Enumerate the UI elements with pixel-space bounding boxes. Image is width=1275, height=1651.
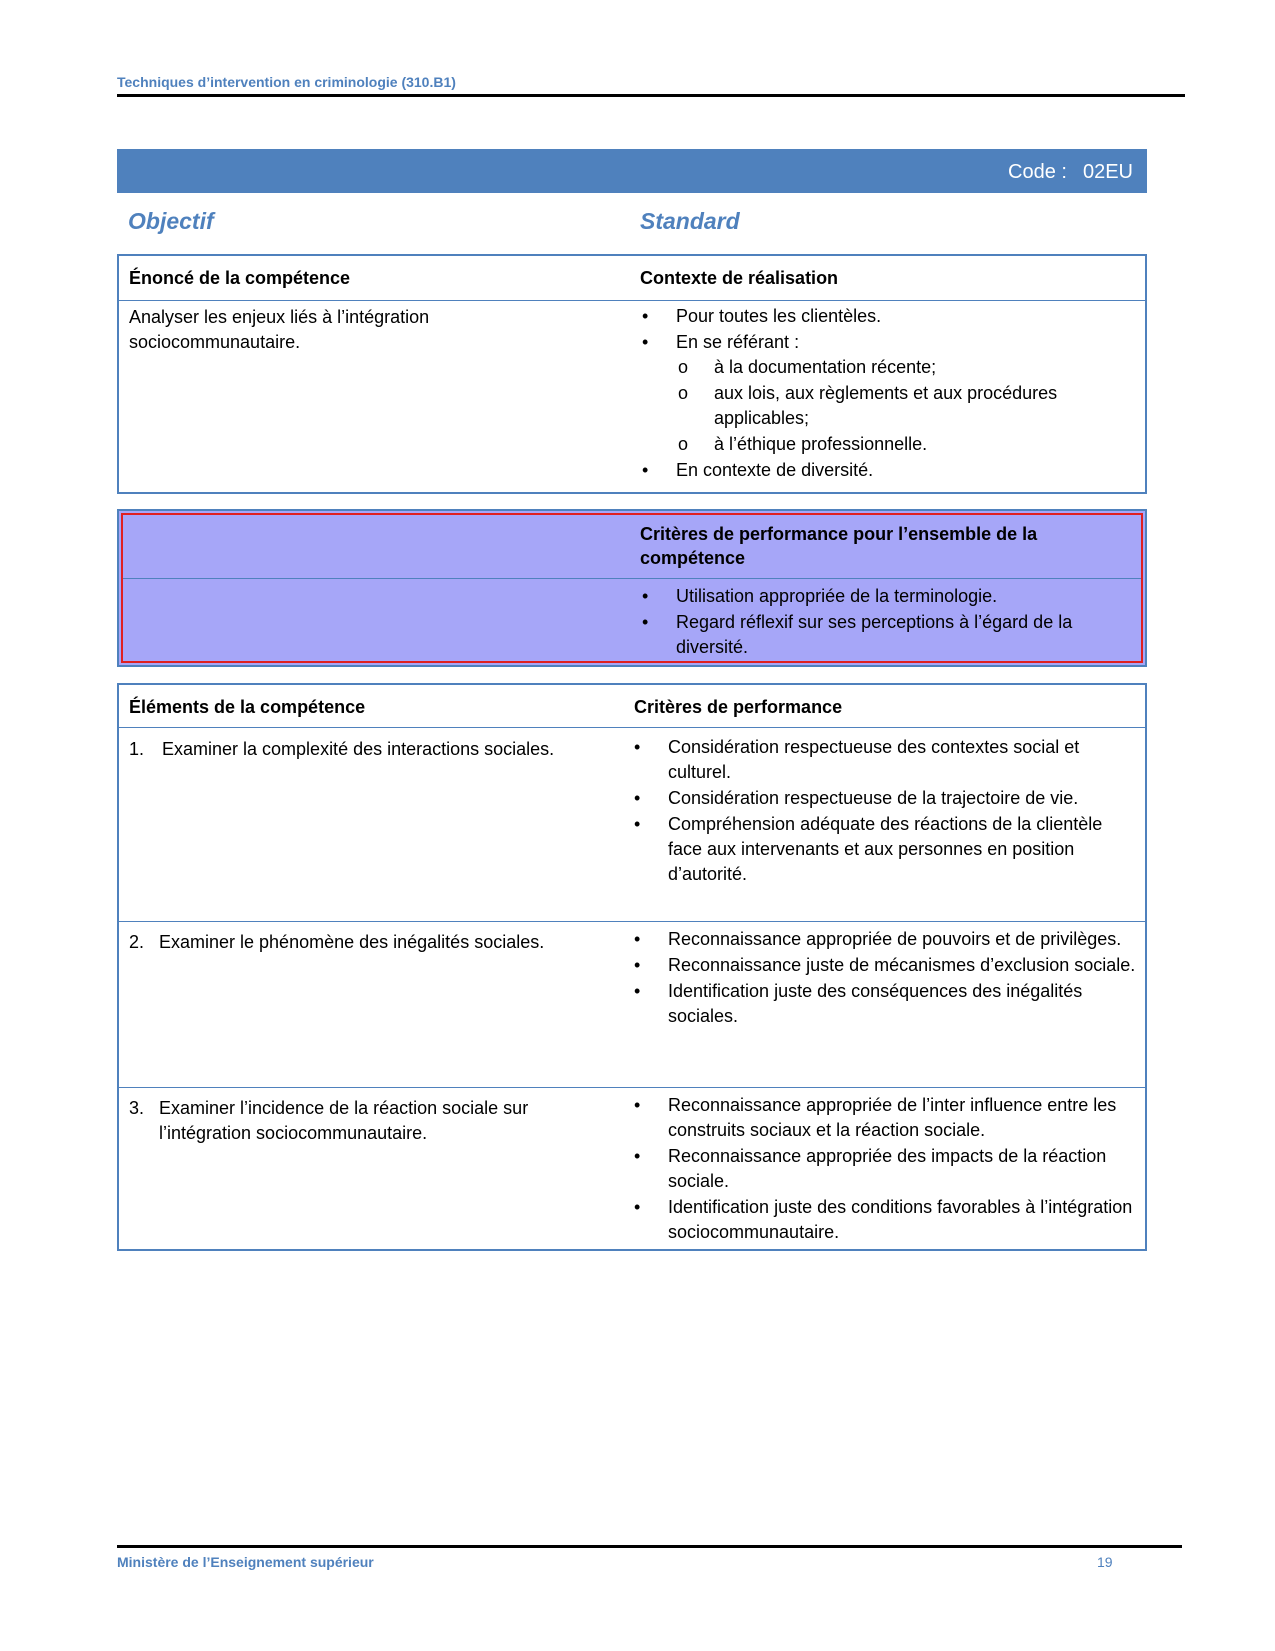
criteria-header: Critères de performance [634,697,843,717]
competence-table-divider [119,300,1145,301]
contexte-sub-item: o à la documentation récente; [678,355,1120,380]
criteria-list [632,735,1132,888]
criteria-list [632,927,1138,1030]
criteria-item: • Considération respectueuse des contextes social et culturel. [632,735,1132,785]
criteria-item: • Reconnaissance juste de mécanismes d’exclusion sociale. [632,953,1138,978]
ensemble-item: • Utilisation appropriée de la terminologie. [640,584,1137,609]
section-objectif: Objectif [128,208,214,234]
criteria-item: • Reconnaissance appropriée des impacts de la réaction sociale. [632,1144,1138,1194]
element-text: Examiner la complexité des interactions sociales. [162,739,555,759]
criteria-list [632,1093,1138,1246]
running-header: Techniques d’intervention en criminologie (310.B1) [117,74,456,90]
ensemble-item: • Regard réflexif sur ses perceptions à l’égard de la diversité. [640,610,1137,660]
enonce-header: Énoncé de la compétence [129,268,351,288]
ensemble-list [640,584,1137,661]
section-standard: Standard [640,208,740,234]
ensemble-header: Critères de performance pour l’ensemble de la compétence [640,524,1038,568]
header-rule [117,94,1185,97]
elements-row-divider [119,921,1145,922]
element-text: Examiner l’incidence de la réaction sociale sur l’intégration sociocommunautaire. [159,1098,529,1143]
element-number: 2. [129,932,145,952]
code-label: Code : [1008,161,1067,183]
criteria-item: • Considération respectueuse de la trajectoire de vie. [632,786,1132,811]
page-number: 19 [1097,1554,1113,1570]
criteria-item: • Reconnaissance appropriée de pouvoirs et de privilèges. [632,927,1138,952]
ensemble-table-divider [123,578,1141,579]
contexte-sub-item: o aux lois, aux règlements et aux procédures applicables; [678,381,1114,431]
footer-rule [117,1545,1182,1548]
contexte-item: • En contexte de diversité. [640,458,1120,483]
contexte-item: • Pour toutes les clientèles. [640,304,1120,329]
competency-code [1008,161,1133,184]
contexte-item [640,330,1120,457]
contexte-sub-item: o à l’éthique professionnelle. [678,432,1120,457]
criteria-item: • Compréhension adéquate des réactions de la clientèle face aux intervenants et aux personnes en position d’autorité. [632,812,1132,887]
element-number: 1. [129,739,145,759]
criteria-item: • Identification juste des conditions favorables à l’intégration sociocommunautaire. [632,1195,1138,1245]
criteria-item: • Identification juste des conséquences des inégalités sociales. [632,979,1138,1029]
elements-row-divider [119,1087,1145,1088]
enonce-text: Analyser les enjeux liés à l’intégration sociocommunautaire. [129,307,430,352]
criteria-item: • Reconnaissance appropriée de l’inter influence entre les construits sociaux et la réaction sociale. [632,1093,1138,1143]
element-number: 3. [129,1098,145,1118]
elements-header: Éléments de la compétence [129,697,366,717]
footer-ministry: Ministère de l’Enseignement supérieur [117,1554,374,1570]
contexte-item-label: En se référant : [676,332,800,352]
code-value: 02EU [1082,161,1133,183]
elements-header-divider [119,727,1145,728]
contexte-list [640,304,1120,484]
contexte-header: Contexte de réalisation [640,268,839,288]
code-banner [117,149,1147,193]
element-text: Examiner le phénomène des inégalités sociales. [159,932,545,952]
